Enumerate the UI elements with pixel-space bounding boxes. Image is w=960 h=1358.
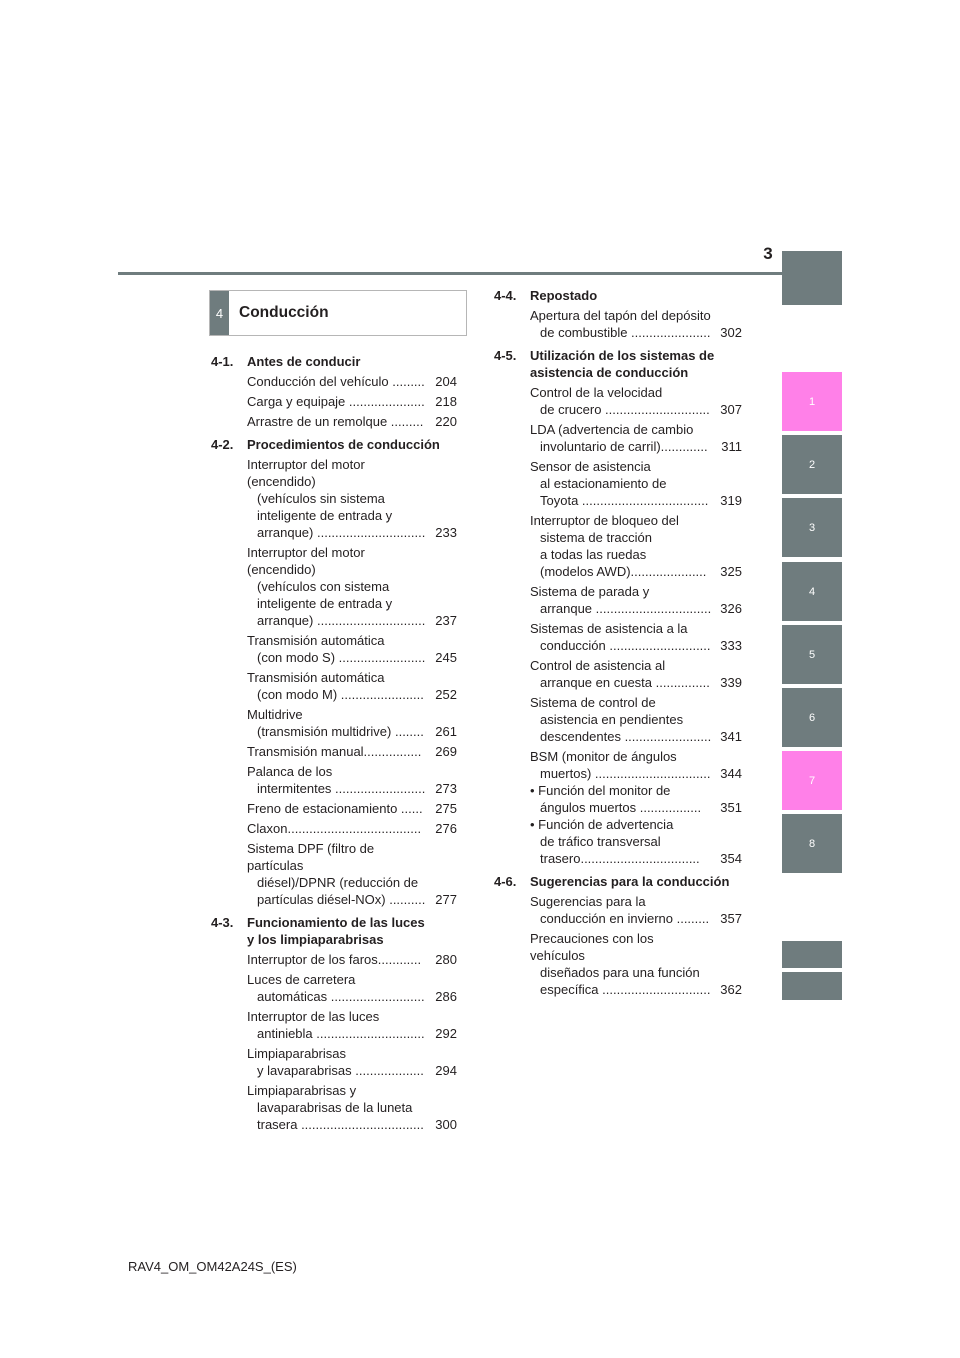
toc-entry[interactable]: LDA (advertencia de cambio involuntario de carril)............. 311 [530,422,742,454]
section-4-4[interactable] [494,287,742,304]
toc-entry[interactable]: Sugerencias para la conducción en invierno ......... 357 [530,894,742,926]
toc-entry[interactable]: Claxon..................................... 276 [247,821,457,836]
section-number: 4-4. [494,288,517,303]
toc-entry[interactable]: Sistema DPF (filtro de partículas diésel)/DPNR (reducción de partículas diésel-NOx) .......... 277 [247,841,457,907]
tab-3[interactable]: 3 [782,498,842,557]
section-number: 4-2. [211,437,234,452]
section-4-2[interactable] [211,436,457,453]
toc-entry[interactable]: Limpiaparabrisas y lavaparabrisas ................... 294 [247,1046,457,1078]
section-title-cont: asistencia de conducción [530,365,689,380]
footer-document-code: RAV4_OM_OM42A24S_(ES) [128,1259,297,1274]
section-4-5[interactable] [494,347,742,381]
tab-6[interactable]: 6 [782,688,842,747]
toc-entry[interactable]: Control de la velocidad de crucero ............................. 307 [530,385,742,417]
toc-entry[interactable]: Sistemas de asistencia a la conducción ............................ 333 [530,621,742,653]
toc-entry[interactable]: Interruptor de los faros............ 280 [247,952,457,967]
toc-entry[interactable]: Transmisión manual................ 269 [247,744,457,759]
tab-blank-bottom-2[interactable] [782,972,842,1000]
page-number: 3 [763,244,773,263]
tab-7[interactable]: 7 [782,751,842,810]
section-title: Utilización de los sistemas de [530,348,715,363]
section-number: 4-3. [211,915,234,930]
toc-entry[interactable]: Control de asistencia al arranque en cuesta ............... 339 [530,658,742,690]
tab-5[interactable]: 5 [782,625,842,684]
toc-entry[interactable]: Sistema de parada y arranque ................................ 326 [530,584,742,616]
toc-entry[interactable]: Conducción del vehículo ......... 204 [247,374,457,389]
toc-entry[interactable]: Transmisión automática (con modo M) ....................... 252 [247,670,457,702]
toc-entry[interactable]: Sistema de control de asistencia en pendientes descendentes ........................ 341 [530,695,742,744]
section-title: Procedimientos de conducción [247,437,440,452]
toc-entry[interactable]: Arrastre de un remolque ......... 220 [247,414,457,429]
section-number: 4-1. [211,354,234,369]
section-title: Repostado [530,288,598,303]
section-number: 4-5. [494,348,517,363]
toc-entry[interactable]: Interruptor de bloqueo del sistema de tracción a todas las ruedas (modelos AWD)..................... 325 [530,513,742,579]
toc-entry[interactable]: Transmisión automática (con modo S) ........................ 245 [247,633,457,665]
section-number: 4-6. [494,874,517,889]
toc-entry[interactable]: Limpiaparabrisas y lavaparabrisas de la luneta trasera .................................. 300 [247,1083,457,1132]
section-title: Sugerencias para la conducción [530,874,730,889]
section-4-3[interactable] [211,914,457,948]
tab-8[interactable]: 8 [782,814,842,873]
toc-entry[interactable]: Precauciones con los vehículos diseñados para una función específica .............................. 362 [530,931,742,997]
toc-right-column [494,281,742,998]
toc-entry[interactable]: Luces de carretera automáticas .......................... 286 [247,972,457,1004]
toc-entry[interactable]: Freno de estacionamiento ...... 275 [247,801,457,816]
section-4-6[interactable] [494,873,742,890]
toc-entry[interactable]: • Función del monitor de ángulos muertos ................. 351 [530,783,742,815]
toc-entry[interactable]: Interruptor de las luces antiniebla .............................. 292 [247,1009,457,1041]
section-title: Funcionamiento de las luces [247,915,425,930]
tab-1[interactable]: 1 [782,372,842,431]
section-title: Antes de conducir [247,354,361,369]
toc-entry[interactable]: Interruptor del motor (encendido) (vehículos sin sistema inteligente de entrada y arranque) .............................. 233 [247,457,457,540]
toc-left-column [211,347,457,1133]
toc-entry[interactable]: Palanca de los intermitentes ......................... 273 [247,764,457,796]
header-rule [118,272,842,275]
toc-entry[interactable]: Interruptor del motor (encendido) (vehículos con sistema inteligente de entrada y arranque) .............................. 237 [247,545,457,628]
chapter-title: Conducción [239,304,329,321]
tab-2[interactable]: 2 [782,435,842,494]
toc-entry[interactable]: Multidrive (transmisión multidrive) ........ 261 [247,707,457,739]
toc-entry[interactable]: Carga y equipaje ..................... 218 [247,394,457,409]
section-4-1[interactable] [211,353,457,370]
toc-entry[interactable]: BSM (monitor de ángulos muertos) ................................ 344 [530,749,742,781]
tab-blank-top[interactable] [782,251,842,305]
chapter-number: 4 [210,291,229,335]
tab-blank-bottom-1[interactable] [782,941,842,968]
section-title-cont: y los limpiaparabrisas [247,932,384,947]
toc-entry[interactable]: Sensor de asistencia al estacionamiento de Toyota ................................... 319 [530,459,742,508]
toc-entry[interactable]: Apertura del tapón del depósito de combustible ...................... 302 [530,308,742,340]
chapter-header [209,290,467,336]
tab-4[interactable]: 4 [782,562,842,621]
toc-entry[interactable]: • Función de advertencia de tráfico transversal trasero................................. 354 [530,817,742,866]
